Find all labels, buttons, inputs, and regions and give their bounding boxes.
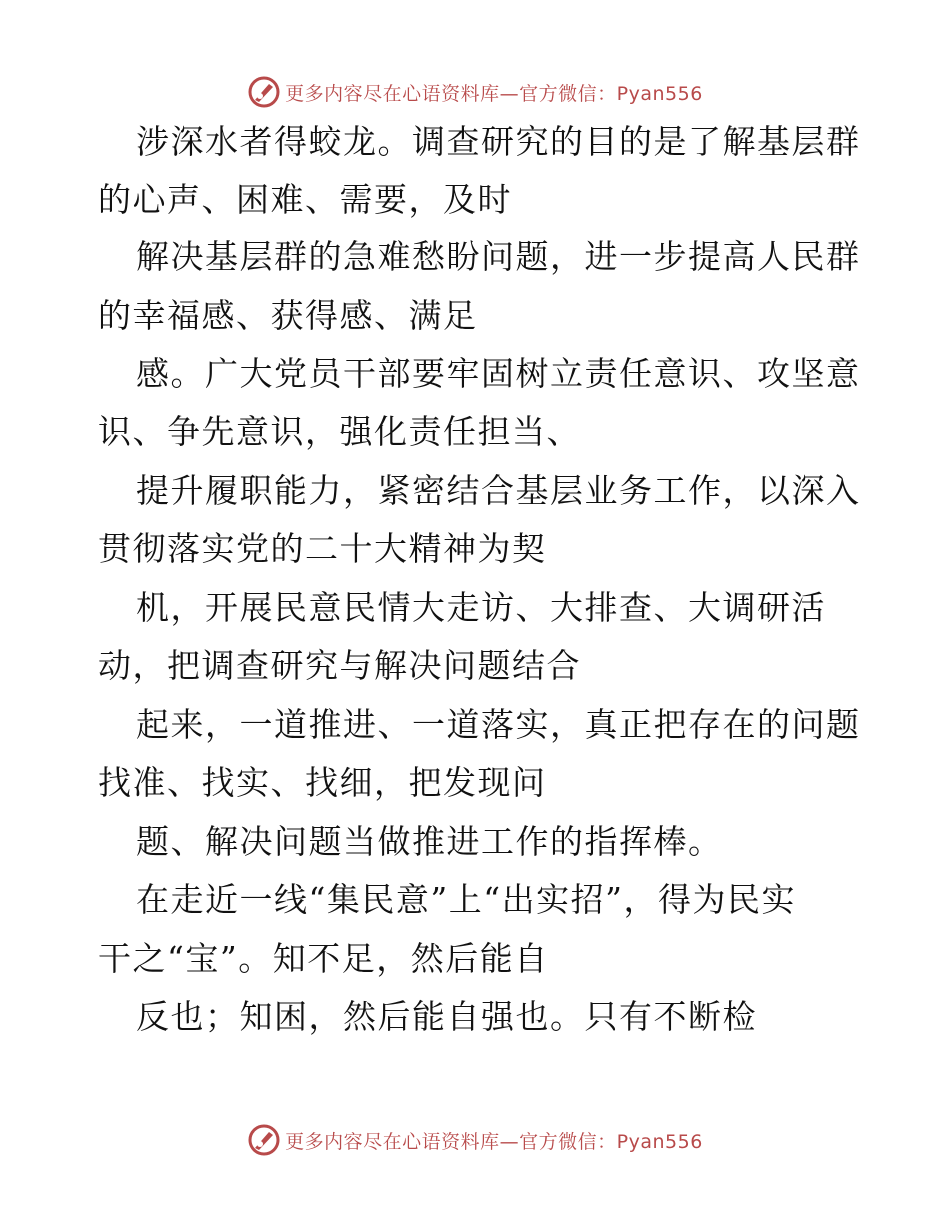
footer-banner-text: 更多内容尽在心语资料库—官方微信：Pyan556 — [285, 1130, 703, 1153]
body-line: 起来，一道推进、一道落实，真正把存在的问题 — [136, 705, 861, 744]
body-line: 动，把调查研究与解决问题结合 — [98, 646, 581, 685]
body-line: 机，开展民意民情大走访、大排查、大调研活 — [136, 588, 826, 627]
body-line: 题、解决问题当做推进工作的指挥棒。 — [136, 822, 723, 861]
body-line: 识、争先意识，强化责任担当、 — [98, 412, 581, 451]
quill-logo-icon — [247, 1123, 281, 1157]
body-line: 干之“宝”。知不足，然后能自 — [98, 939, 549, 978]
body-line: 反也；知困，然后能自强也。只有不断检 — [136, 997, 757, 1036]
quill-logo-icon — [247, 75, 281, 109]
footer-banner — [0, 1120, 950, 1160]
body-line: 在走近一线“集民意”上“出实招”，得为民实 — [136, 880, 796, 919]
body-line: 的幸福感、获得感、满足 — [98, 296, 478, 335]
header-banner — [0, 72, 950, 112]
body-line: 涉深水者得蛟龙。调查研究的目的是了解基层群 — [136, 122, 861, 161]
body-line: 贯彻落实党的二十大精神为契 — [98, 529, 547, 568]
body-line: 感。广大党员干部要牢固树立责任意识、攻坚意 — [136, 354, 861, 393]
body-line: 的心声、困难、需要，及时 — [98, 180, 512, 219]
body-line: 找准、找实、找细，把发现问 — [98, 763, 547, 802]
body-line: 解决基层群的急难愁盼问题，进一步提高人民群 — [136, 237, 861, 276]
header-banner-text: 更多内容尽在心语资料库—官方微信：Pyan556 — [285, 82, 703, 105]
body-line: 提升履职能力，紧密结合基层业务工作，以深入 — [136, 471, 861, 510]
